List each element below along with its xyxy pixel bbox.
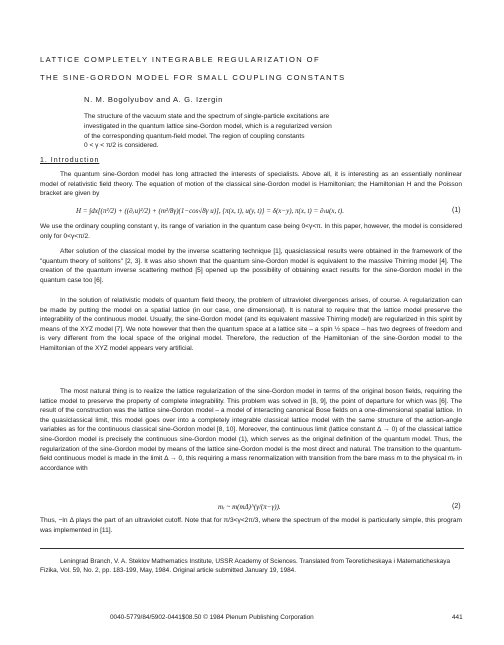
footnote-separator <box>40 548 464 549</box>
intro-paragraph-1: The quantum sine-Gordon model has long attracted the interests of specialists. Above all, it is interesting as an essentially nonlinear model of relativistic field theory. The equation of motion of the classical sine-Gordon model is Hamiltonian; the Hamiltonian H and the Poisson bracket are given by <box>40 171 462 198</box>
intro-paragraph-5: The most natural thing is to realize the lattice regularization of the sine-Gordon model in terms of the original boson fields, requiring the lattice model to preserve the property of complete integrability. This problem was solved in [8, 9], the point of departure for which was [6]. The result of the construction was the lattice sine-Gordon model – a model of interacting canonical Bose fields on a one-dimensional spatial lattice. In the quasiclassical limit, this model goes over into a completely integrable classical lattice model with the same structure of the action-angle variables as for the continuous classical sine-Gordon model [8, 10]. Moreover, the continuous limit (lattice constant Δ → 0) of the classical lattice sine-Gordon model is precisely the continuous sine-Gordon model (1), which serves as the original definition of the quantum model. Thus, the regularization of the sine-Gordon model by means of the lattice sine-Gordon model is the most direct and natural. The transition to the quantum-field continuous model is made in the limit Δ → 0, this requiring a mass renormalization with transition from the bare mass m to the physical mᵣ in accordance with <box>40 388 462 472</box>
abstract <box>84 112 444 151</box>
abstract-line-1: The structure of the vacuum state and the spectrum of single-particle excitations are <box>84 113 330 120</box>
abstract-line-2: investigated in the quantum lattice sine-Gordon model, which is a regularized version <box>84 122 332 130</box>
equation-2-body: mᵣ ~ m(mΔ)^(γ/(π−γ)). <box>218 503 281 511</box>
copyright-code: 0040-5779/84/5902-0441$08.50 © 1984 Plenum Publishing Corporation <box>110 614 314 621</box>
affiliation-footnote: Leningrad Branch, V. A. Steklov Mathematics Institute, USSR Academy of Sciences. Translated from Teoreticheskaya i Matematicheskaya Fizika, Vol. 59, No. 2, pp. 183-199, May, 1984. Original article submitted January 19, 1984. <box>40 558 451 575</box>
section-heading: 1. Introduction <box>40 157 100 164</box>
intro-paragraph-4: In the solution of relativistic models of quantum field theory, the problem of ultraviolet divergences arises, of course. A regularization can be made by putting the model on a spatial lattice (in our case, one dimensional). It is natural to require that the lattice model preserve the integrability of the continuous model. Usually, the sine-Gordon model (and its equivalent massive Thirring model) are regularized in this spirit by means of the XYZ model [7]. We note however that then the quantum space at a lattice site – a spin ½ space – has two degrees of freedom and is very different from the local space of the original model. Therefore, the reduction of the Hamiltonian of the sine-Gordon model to the Hamiltonian of the XYZ model appears very artificial. <box>40 297 462 352</box>
article-title-line-1: LATTICE COMPLETELY INTEGRABLE REGULARIZATION OF <box>40 55 321 64</box>
intro-paragraph-3: After solution of the classical model by the inverse scattering technique [1], quasiclassical results were obtained in the framework of the "quantum theory of solitons" [2, 3]. It was also shown that the quantum sine-Gordon model is equivalent to the massive Thirring model [4]. The creation of the quantum inverse scattering method [5] opened up the possibility of obtaining exact results for the sine-Gordon model in the quantum case too [6]. <box>40 248 462 284</box>
authors: N. M. Bogolyubov and A. G. Izergin <box>84 95 224 104</box>
intro-paragraph-2: We use the ordinary coupling constant γ, its range of variation in the quantum case being 0<γ<π. In this paper, however, the model is considered only for 0<γ<π/2. <box>40 223 462 240</box>
equation-1-body: H = ∫dx[(π²/2) + ((∂ₓu)²/2) + (m²/8γ)(1−cos√8γ u)], {π(x, t), u(y, t)} = δ(x−y), π(x, t) = ∂ₜu(x, t). <box>76 207 344 215</box>
page-number: 441 <box>452 614 463 621</box>
equation-2-number: (2) <box>452 503 461 510</box>
abstract-line-4: 0 < γ < π/2 is considered. <box>84 142 159 150</box>
abstract-line-3: of the corresponding quantum-field model. The region of coupling constants <box>84 132 305 140</box>
article-title-line-2: THE SINE-GORDON MODEL FOR SMALL COUPLING CONSTANTS <box>40 73 346 82</box>
intro-paragraph-6: Thus, −ln Δ plays the part of an ultraviolet cutoff. Note that for π/3<γ<2π/3, where the spectrum of the model is particularly simple, this program was implemented in [11]. <box>40 517 462 534</box>
equation-1-number: (1) <box>452 207 461 214</box>
